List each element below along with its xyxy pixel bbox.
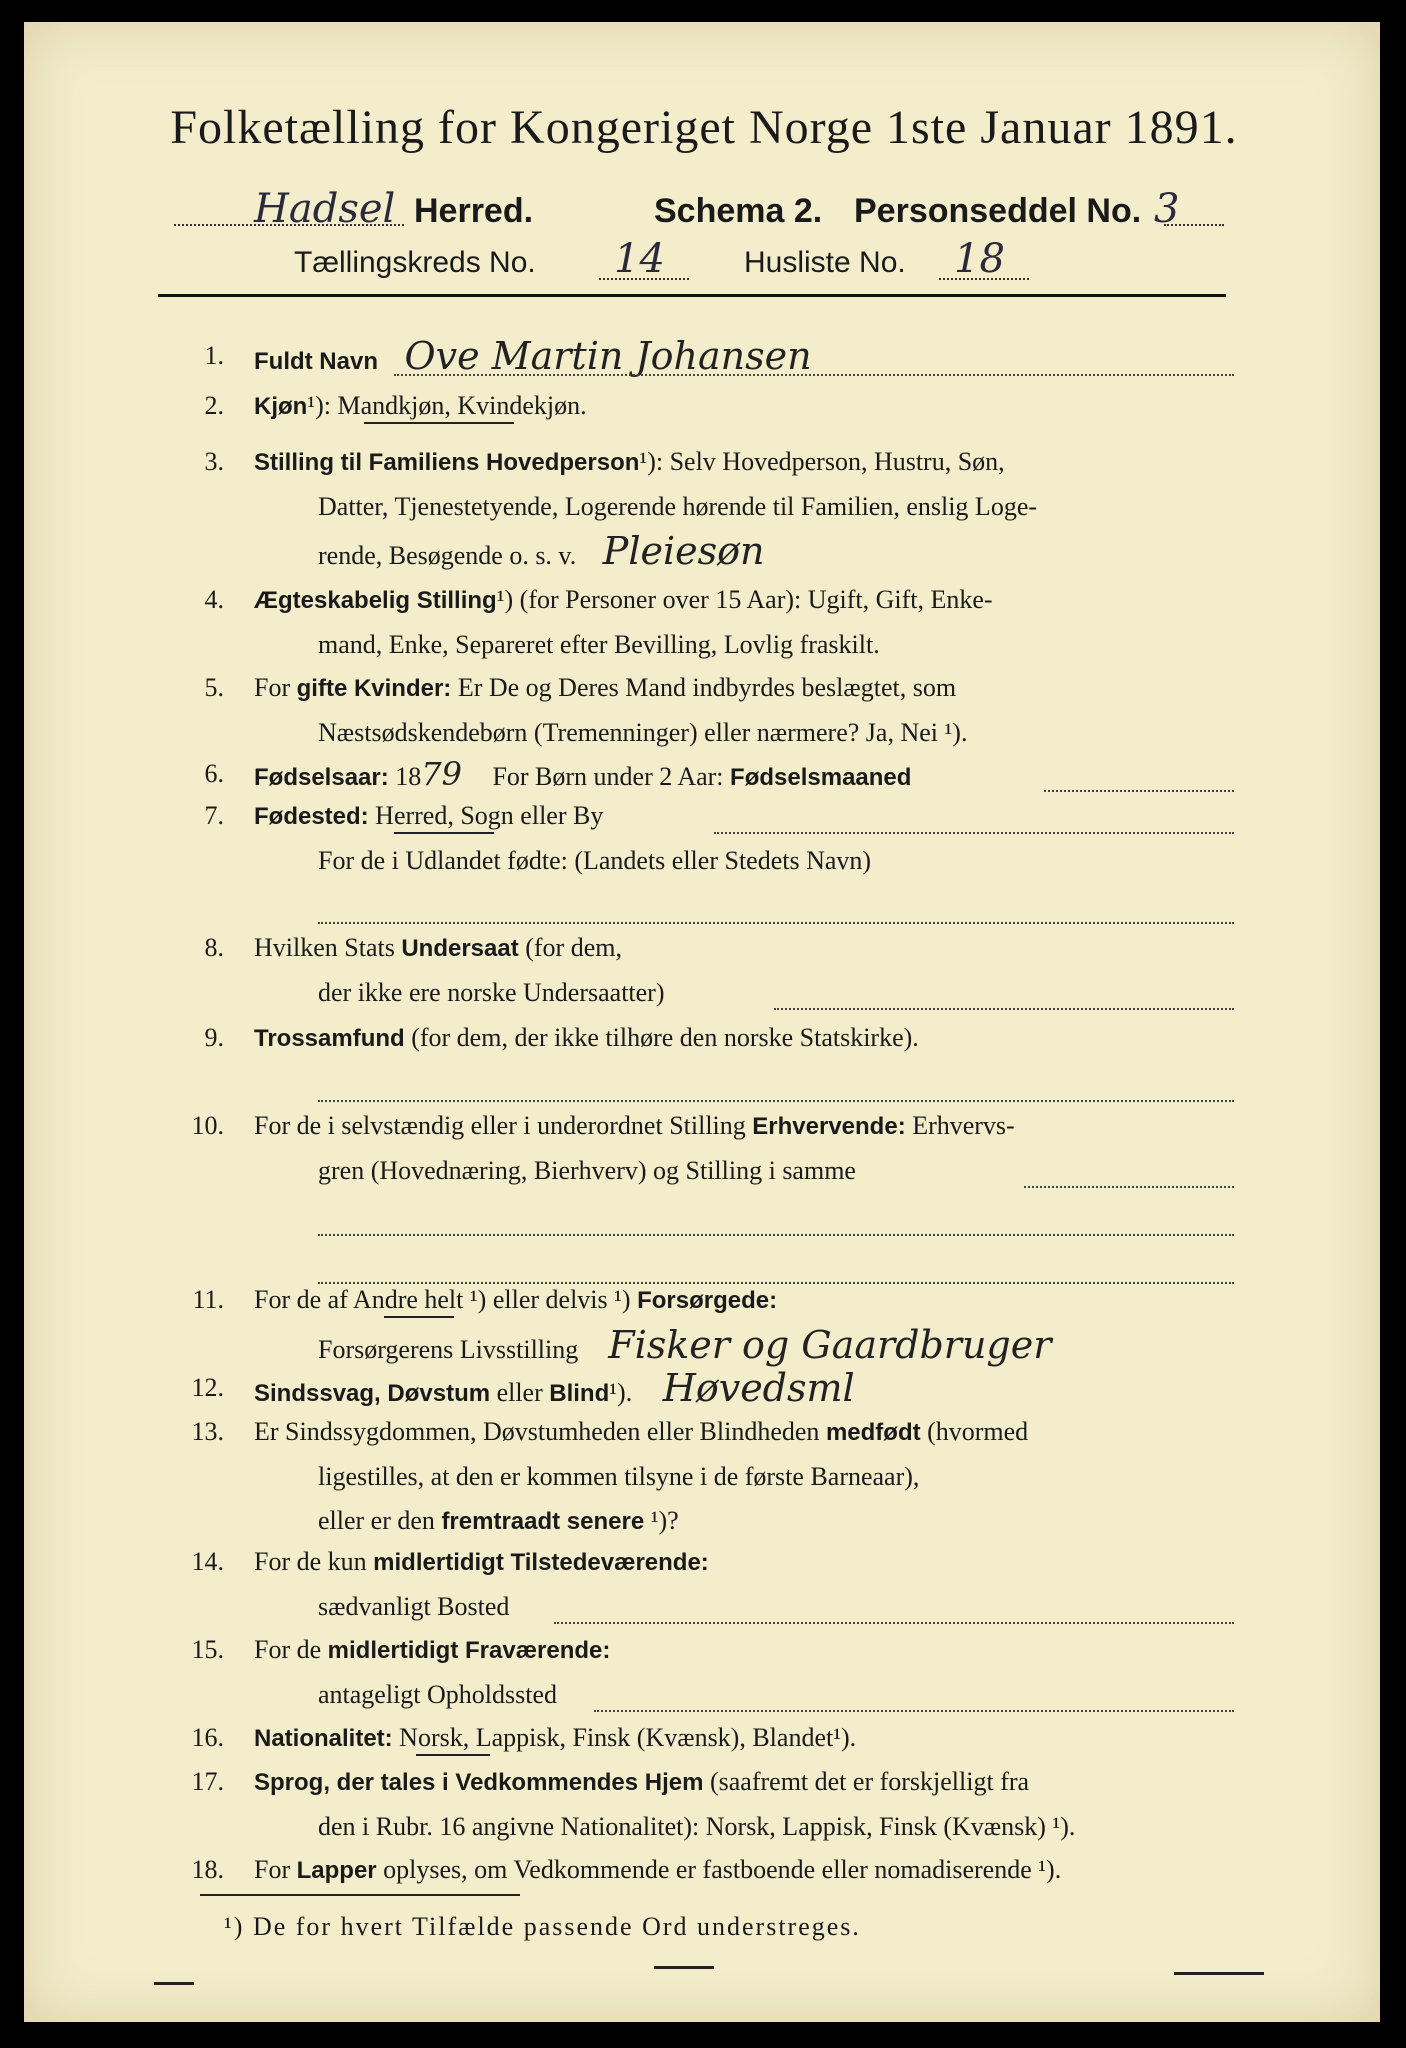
item-text: Datter, Tjenestetyende, Logerende hørende til Familien, enslig Loge-	[318, 492, 1038, 521]
personseddel-no: 3	[1154, 186, 1180, 232]
husliste-dotline	[939, 278, 1029, 280]
item-body	[254, 1104, 1234, 1193]
item-body	[254, 926, 1234, 1015]
item-number: 1.	[204, 341, 224, 370]
item-text: der ikke ere norske Undersaatter)	[318, 978, 665, 1007]
item-text: Hvilken Stats	[254, 933, 395, 962]
item-number: 17.	[191, 1767, 224, 1796]
item-label: Sindssvag, Døvstum	[254, 1380, 491, 1407]
underline-mandkjon	[364, 422, 514, 424]
item-body	[254, 578, 1234, 667]
name-dotline	[394, 374, 1234, 376]
item-text: For de	[254, 1635, 322, 1664]
footnote-rule	[200, 1894, 520, 1896]
item-text: den i Rubr. 16 angivne Nationalitet): Norsk, Lappisk, Finsk (Kvænsk) ¹).	[318, 1812, 1076, 1841]
item-number: 16.	[191, 1723, 224, 1752]
item-label: Trossamfund	[254, 1025, 405, 1052]
dotline	[318, 1234, 1234, 1236]
item-label: Fødselsaar:	[254, 764, 389, 791]
item-label: Ægteskabelig Stilling	[254, 587, 497, 614]
item-text: (hvormed	[927, 1417, 1029, 1446]
item-body	[254, 1016, 1234, 1061]
dotline	[774, 1008, 1234, 1010]
item-text: For de i Udlandet fødte: (Landets eller Stedets Navn)	[318, 846, 872, 875]
item-number: 7.	[204, 801, 224, 830]
taellingskreds-dotline	[599, 278, 689, 280]
item-text: (for dem, der ikke tilhøre den norske Statskirke).	[411, 1023, 919, 1052]
full-name-value: Ove Martin Johansen	[404, 334, 812, 378]
item-text: For de i selvstændig eller i underordnet Stilling	[254, 1111, 746, 1140]
item-body	[254, 1628, 1234, 1717]
item-text: Er De og Deres Mand indbyrdes beslægtet, som	[457, 673, 957, 702]
taellingskreds-label: Tællingskreds No.	[294, 246, 536, 279]
census-form	[24, 22, 1380, 2022]
item-label: midlertidigt Tilstedeværende:	[373, 1549, 709, 1576]
item-text: Er Sindssygdommen, Døvstumheden eller Blindheden	[254, 1417, 820, 1446]
herred-name: Hadsel	[254, 186, 396, 232]
header-row-kreds	[294, 236, 1094, 290]
item-body	[254, 666, 1234, 755]
personseddel-dotline	[1164, 224, 1224, 226]
sindssvag-value: Høvedsml	[662, 1366, 855, 1410]
item-text: mand, Enke, Separeret efter Bevilling, Lovlig fraskilt.	[318, 630, 880, 659]
item-number: 10.	[191, 1111, 224, 1140]
item-label: Fødested:	[254, 803, 369, 830]
birth-year-prefix: 18	[395, 762, 422, 791]
item-number: 12.	[191, 1373, 224, 1402]
ink-mark	[1174, 1972, 1264, 1975]
item-number: 14.	[191, 1547, 224, 1576]
item-body	[254, 752, 1234, 800]
item-text: (saafremt det er forskjelligt fra	[709, 1767, 1030, 1796]
dotline	[594, 1710, 1234, 1712]
item-text: For de kun	[254, 1547, 367, 1576]
header-rule	[158, 294, 1226, 297]
item-text: (for dem,	[525, 933, 622, 962]
item-number: 15.	[191, 1635, 224, 1664]
underline-norsk	[416, 1754, 490, 1756]
item-text: Erhvervs-	[912, 1111, 1015, 1140]
item-text: oplyses, om Vedkommende er fastboende eller nomadiserende ¹).	[383, 1855, 1062, 1884]
underline-helt	[384, 1316, 454, 1318]
item-text: For	[254, 673, 291, 702]
item-body	[254, 1716, 1234, 1761]
item-number: 11.	[192, 1285, 224, 1314]
personseddel-label: Personseddel No.	[854, 192, 1142, 230]
dotline	[1024, 1186, 1234, 1188]
schema-label: Schema 2.	[654, 192, 823, 230]
item-body	[254, 1366, 1234, 1416]
item-label: Fuldt Navn	[254, 348, 378, 375]
item-label: Kjøn	[254, 393, 308, 420]
item-text: Norsk, Lappisk, Finsk (Kvænsk), Blandet¹).	[399, 1723, 857, 1752]
item-text: Næstsødskendebørn (Tremenninger) eller nærmere? Ja, Nei ¹).	[318, 718, 968, 747]
item-label: Lapper	[296, 1857, 377, 1884]
item-label: Stilling til Familiens Hovedperson	[254, 449, 640, 476]
item-body	[254, 1278, 1234, 1372]
husliste-no: 18	[954, 236, 1005, 282]
item-body	[254, 1848, 1234, 1893]
husliste-label: Husliste No.	[744, 246, 906, 279]
item-body	[254, 440, 1234, 578]
item-number: 5.	[204, 673, 224, 702]
item-text: eller er den	[318, 1506, 435, 1535]
item-text: Herred, Sogn eller By	[375, 801, 604, 830]
taellingskreds-no: 14	[614, 236, 665, 282]
item-label: medfødt	[825, 1419, 921, 1446]
item-label: Fødselsmaaned	[730, 764, 912, 791]
item-number: 6.	[204, 759, 224, 788]
item-number: 4.	[204, 585, 224, 614]
dotline	[318, 922, 1234, 924]
item-number: 3.	[204, 447, 224, 476]
item-text: For Børn under 2 Aar:	[492, 762, 724, 791]
item-text: ¹): Selv Hovedperson, Hustru, Søn,	[639, 447, 1005, 476]
item-label: Undersaat	[401, 935, 519, 962]
dotline	[714, 832, 1234, 834]
item-label: Nationalitet:	[254, 1725, 393, 1752]
item-text: ¹) (for Personer over 15 Aar): Ugift, Gift, Enke-	[496, 585, 993, 614]
item-label: Blind	[549, 1380, 610, 1407]
item-number: 8.	[204, 933, 224, 962]
item-text: ¹)?	[650, 1506, 679, 1535]
item-text: For	[254, 1855, 291, 1884]
item-number: 13.	[191, 1417, 224, 1446]
birth-year-value: 79	[421, 755, 462, 793]
item-text: sædvanligt Bosted	[318, 1592, 510, 1621]
item-number: 2.	[204, 391, 224, 420]
item-text: gren (Hovednæring, Bierhverv) og Stilling i samme	[318, 1156, 856, 1185]
item-text: ¹): Mandkjøn, Kvindekjøn.	[307, 391, 587, 420]
item-text: Forsørgerens Livsstilling	[318, 1335, 579, 1364]
header-row-herred	[154, 186, 1244, 238]
item-label: midlertidigt Fraværende:	[327, 1637, 611, 1664]
underline-herred	[394, 832, 494, 834]
item-text: antageligt Opholdssted	[318, 1680, 558, 1709]
ink-mark	[654, 1966, 714, 1969]
item-body	[254, 1760, 1234, 1849]
item-body	[254, 334, 1234, 384]
item-text: eller	[496, 1378, 543, 1407]
herred-label: Herred.	[414, 192, 534, 230]
item-body	[254, 794, 1234, 883]
dotline	[554, 1622, 1234, 1624]
item-label: Erhvervende:	[752, 1113, 906, 1140]
item-number: 9.	[204, 1023, 224, 1052]
item-text: rende, Besøgende o. s. v.	[318, 541, 577, 570]
item-text: For de af Andre helt ¹) eller delvis ¹)	[254, 1285, 631, 1314]
item-label: fremtraadt senere	[441, 1508, 645, 1535]
item-label: Forsørgede:	[637, 1287, 778, 1314]
form-title: Folketælling for Kongeriget Norge 1ste Januar 1891.	[170, 101, 1238, 154]
dotline	[1044, 790, 1234, 792]
item-body	[254, 1540, 1234, 1629]
item-label: gifte Kvinder:	[296, 675, 452, 702]
item-label: Sprog, der tales i Vedkommendes Hjem	[254, 1769, 704, 1796]
item-number: 18.	[191, 1855, 224, 1884]
item-text: ligestilles, at den er kommen tilsyne i de første Barneaar),	[318, 1462, 920, 1491]
item-body	[254, 1410, 1234, 1544]
dotline	[318, 1100, 1234, 1102]
stilling-value: Pleiesøn	[602, 529, 765, 573]
footnote: ¹) De for hvert Tilfælde passende Ord understreges.	[224, 1912, 861, 1941]
item-text: ¹).	[609, 1378, 633, 1407]
ink-mark	[154, 1982, 194, 1985]
forsorger-value: Fisker og Gaardbruger	[608, 1323, 1052, 1367]
